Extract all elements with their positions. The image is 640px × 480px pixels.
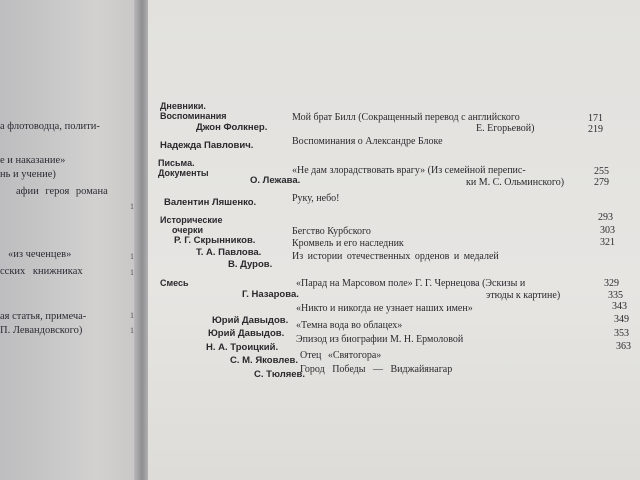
section-heading-diaries: Воспоминания (160, 111, 227, 121)
entry-page: 171 (588, 113, 603, 124)
entry-title: «Парад на Марсовом поле» Г. Г. Чернецова (Эскизы и (296, 278, 526, 289)
entry-page: 349 (614, 314, 629, 325)
entry-page: 293 (598, 212, 613, 223)
page-ref: 1 (130, 202, 134, 211)
section-heading-letters: Письма. (158, 158, 195, 168)
left-line: афии героя романа (16, 186, 108, 197)
page-ref: 1 (130, 268, 134, 277)
section-heading-letters: Документы (158, 168, 209, 178)
entry-title: Бегство Курбского (292, 226, 371, 237)
entry-page: 329 (604, 278, 619, 289)
left-line: сских книжниках (0, 266, 83, 277)
left-line: П. Левандовского) (0, 325, 83, 336)
left-page (0, 0, 138, 480)
entry-author: О. Лежава. (250, 175, 301, 186)
entry-author: Р. Г. Скрынников. (174, 235, 256, 246)
entry-page: 353 (614, 328, 629, 339)
entry-page: 279 (594, 177, 609, 188)
entry-author: С. Тюляев. (254, 369, 306, 380)
entry-title: Эпизод из биографии М. Н. Ермоловой (296, 334, 464, 345)
entry-page: 255 (594, 166, 609, 177)
entry-title: «Никто и никогда не узнает наших имен» (296, 303, 473, 314)
page-ref: 1 (130, 326, 134, 335)
entry-title-cont: Е. Егорьевой) (476, 123, 535, 134)
entry-title: Город Победы — Виджайянагар (300, 364, 453, 375)
entry-page: 363 (616, 341, 631, 352)
entry-author: Надежда Павлович. (160, 140, 254, 151)
entry-author: Г. Назарова. (242, 289, 299, 300)
entry-author: Юрий Давыдов. (212, 315, 289, 326)
page-ref: 1 (130, 252, 134, 261)
entry-title-cont: этюды к картине) (486, 290, 561, 301)
entry-page: 343 (612, 301, 627, 312)
entry-author: Джон Фолкнер. (196, 122, 268, 133)
entry-title: Кромвель и его наследник (292, 238, 404, 249)
entry-author: Т. А. Павлова. (196, 247, 262, 258)
left-line: «из чеченцев» (8, 249, 72, 260)
entry-author: Юрий Давыдов. (208, 328, 285, 339)
entry-author: В. Дуров. (228, 259, 273, 270)
entry-title: Воспоминания о Александре Блоке (292, 136, 443, 147)
left-line: нь и учение) (0, 169, 56, 180)
entry-page: 219 (588, 124, 603, 135)
entry-title: «Темна вода во облацех» (296, 320, 403, 331)
entry-page: 303 (600, 225, 615, 236)
entry-title-cont: ки М. С. Ольминского) (466, 177, 565, 188)
entry-title: Мой брат Билл (Сокращенный перевод с английского (292, 112, 520, 123)
entry-page: 321 (600, 237, 615, 248)
section-heading-diaries: Дневники. (160, 101, 206, 111)
entry-title: «Не дам злорадствовать врагу» (Из семейной перепис- (292, 165, 526, 176)
left-line: а флотоводца, полити- (0, 121, 100, 132)
section-heading-history: Исторические (160, 215, 223, 225)
entry-author: С. М. Яковлев. (230, 355, 298, 366)
entry-author: Н. А. Троицкий. (206, 342, 279, 353)
entry-title: Отец «Святогора» (300, 350, 382, 361)
entry-title: Из истории отечественных орденов и медалей (292, 251, 499, 262)
left-line: е и наказание» (0, 155, 66, 166)
entry-page: 335 (608, 290, 623, 301)
left-line: ая статья, примеча- (0, 311, 87, 322)
section-heading-misc: Смесь (160, 278, 189, 288)
section-heading-history: очерки (172, 225, 204, 235)
page-ref: 1 (130, 311, 134, 320)
entry-author: Валентин Ляшенко. (164, 197, 257, 208)
entry-title: Руку, небо! (292, 193, 340, 204)
